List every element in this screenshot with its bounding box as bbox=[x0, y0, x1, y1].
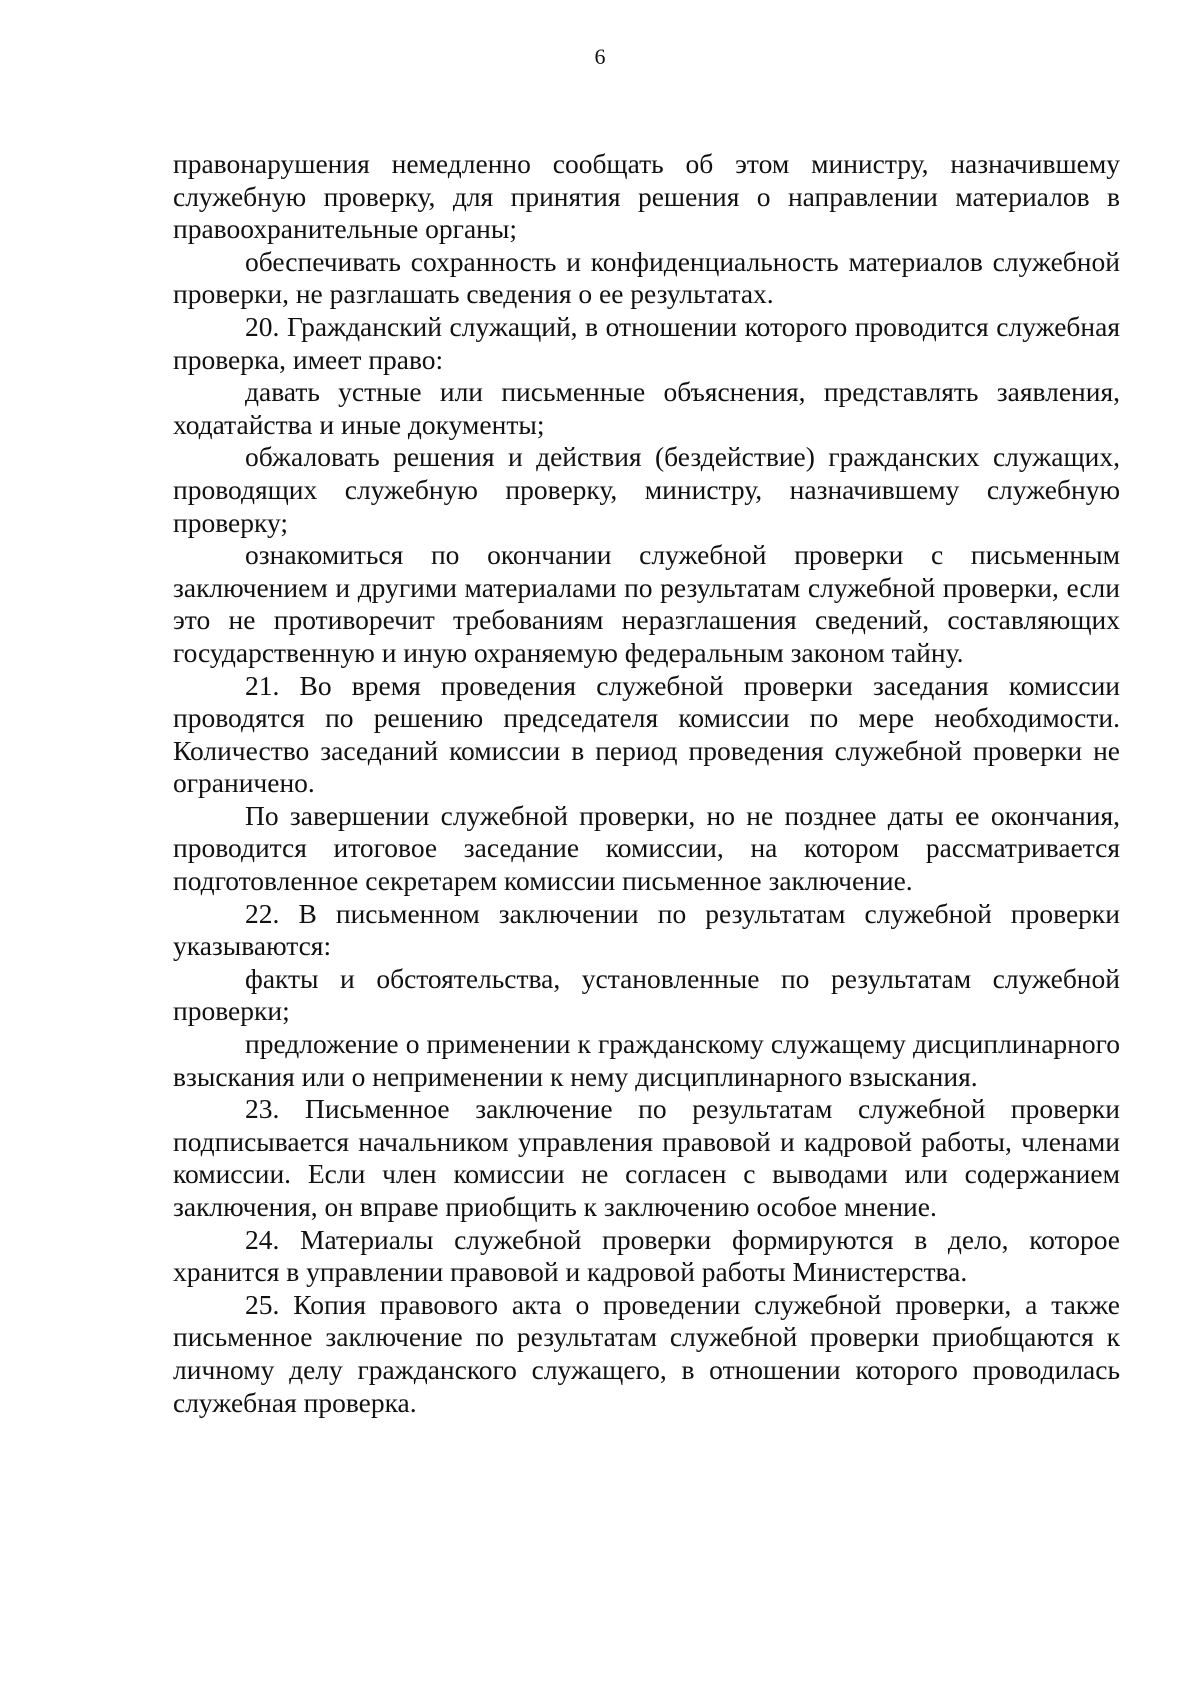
paragraph: обеспечивать сохранность и конфиденциальность материалов служебной проверки, не разглашать сведения о ее результатах. bbox=[173, 245, 1120, 310]
paragraph-item-22: 22. В письменном заключении по результатам служебной проверки указываются: bbox=[173, 897, 1120, 962]
paragraph-item-20: 20. Гражданский служащий, в отношении которого проводится служебная проверка, имеет право: bbox=[173, 310, 1120, 375]
paragraph-continuation: правонарушения немедленно сообщать об этом министру, назначившему служебную проверку, для принятия решения о направлении материалов в правоохранительные органы; bbox=[173, 148, 1120, 245]
paragraph-item-23: 23. Письменное заключение по результатам служебной проверки подписывается начальником управления правовой и кадровой работы, членами комиссии. Если член комиссии не согласен с выводами или содержанием заключения, он вправе приобщить к заключению особое мнение. bbox=[173, 1093, 1120, 1222]
paragraph: По завершении служебной проверки, но не позднее даты ее окончания, проводится итоговое заседание комиссии, на котором рассматривается подготовленное секретарем комиссии письменное заключение. bbox=[173, 799, 1120, 897]
paragraph: давать устные или письменные объяснения, представлять заявления, ходатайства и иные документы; bbox=[173, 376, 1120, 440]
paragraph: факты и обстоятельства, установленные по результатам служебной проверки; bbox=[173, 962, 1120, 1027]
paragraph-item-24: 24. Материалы служебной проверки формируются в дело, которое хранится в управлении правовой и кадровой работы Министерства. bbox=[173, 1223, 1120, 1288]
paragraph: предложение о применении к гражданскому служащему дисциплинарного взыскания или о неприменении к нему дисциплинарного взыскания. bbox=[173, 1028, 1120, 1092]
paragraph-item-21: 21. Во время проведения служебной проверки заседания комиссии проводятся по решению председателя комиссии по мере необходимости. Количество заседаний комиссии в период проведения служебной проверки не ограничено. bbox=[173, 669, 1120, 799]
page-number: 6 bbox=[594, 44, 606, 69]
document-body bbox=[173, 148, 1120, 1419]
paragraph-item-25: 25. Копия правового акта о проведении служебной проверки, а также письменное заключение по результатам служебной проверки приобщаются к личному делу гражданского служащего, в отношении которого проводилась служебная проверка. bbox=[173, 1288, 1120, 1418]
paragraph: обжаловать решения и действия (бездействие) гражданских служащих, проводящих служебную проверку, министру, назначившему служебную проверку; bbox=[173, 441, 1120, 538]
paragraph: ознакомиться по окончании служебной проверки с письменным заключением и другими материалами по результатам служебной проверки, если это не противоречит требованиям неразглашения сведений, составляющих государственную и иную охраняемую федеральным законом тайну. bbox=[173, 539, 1120, 668]
